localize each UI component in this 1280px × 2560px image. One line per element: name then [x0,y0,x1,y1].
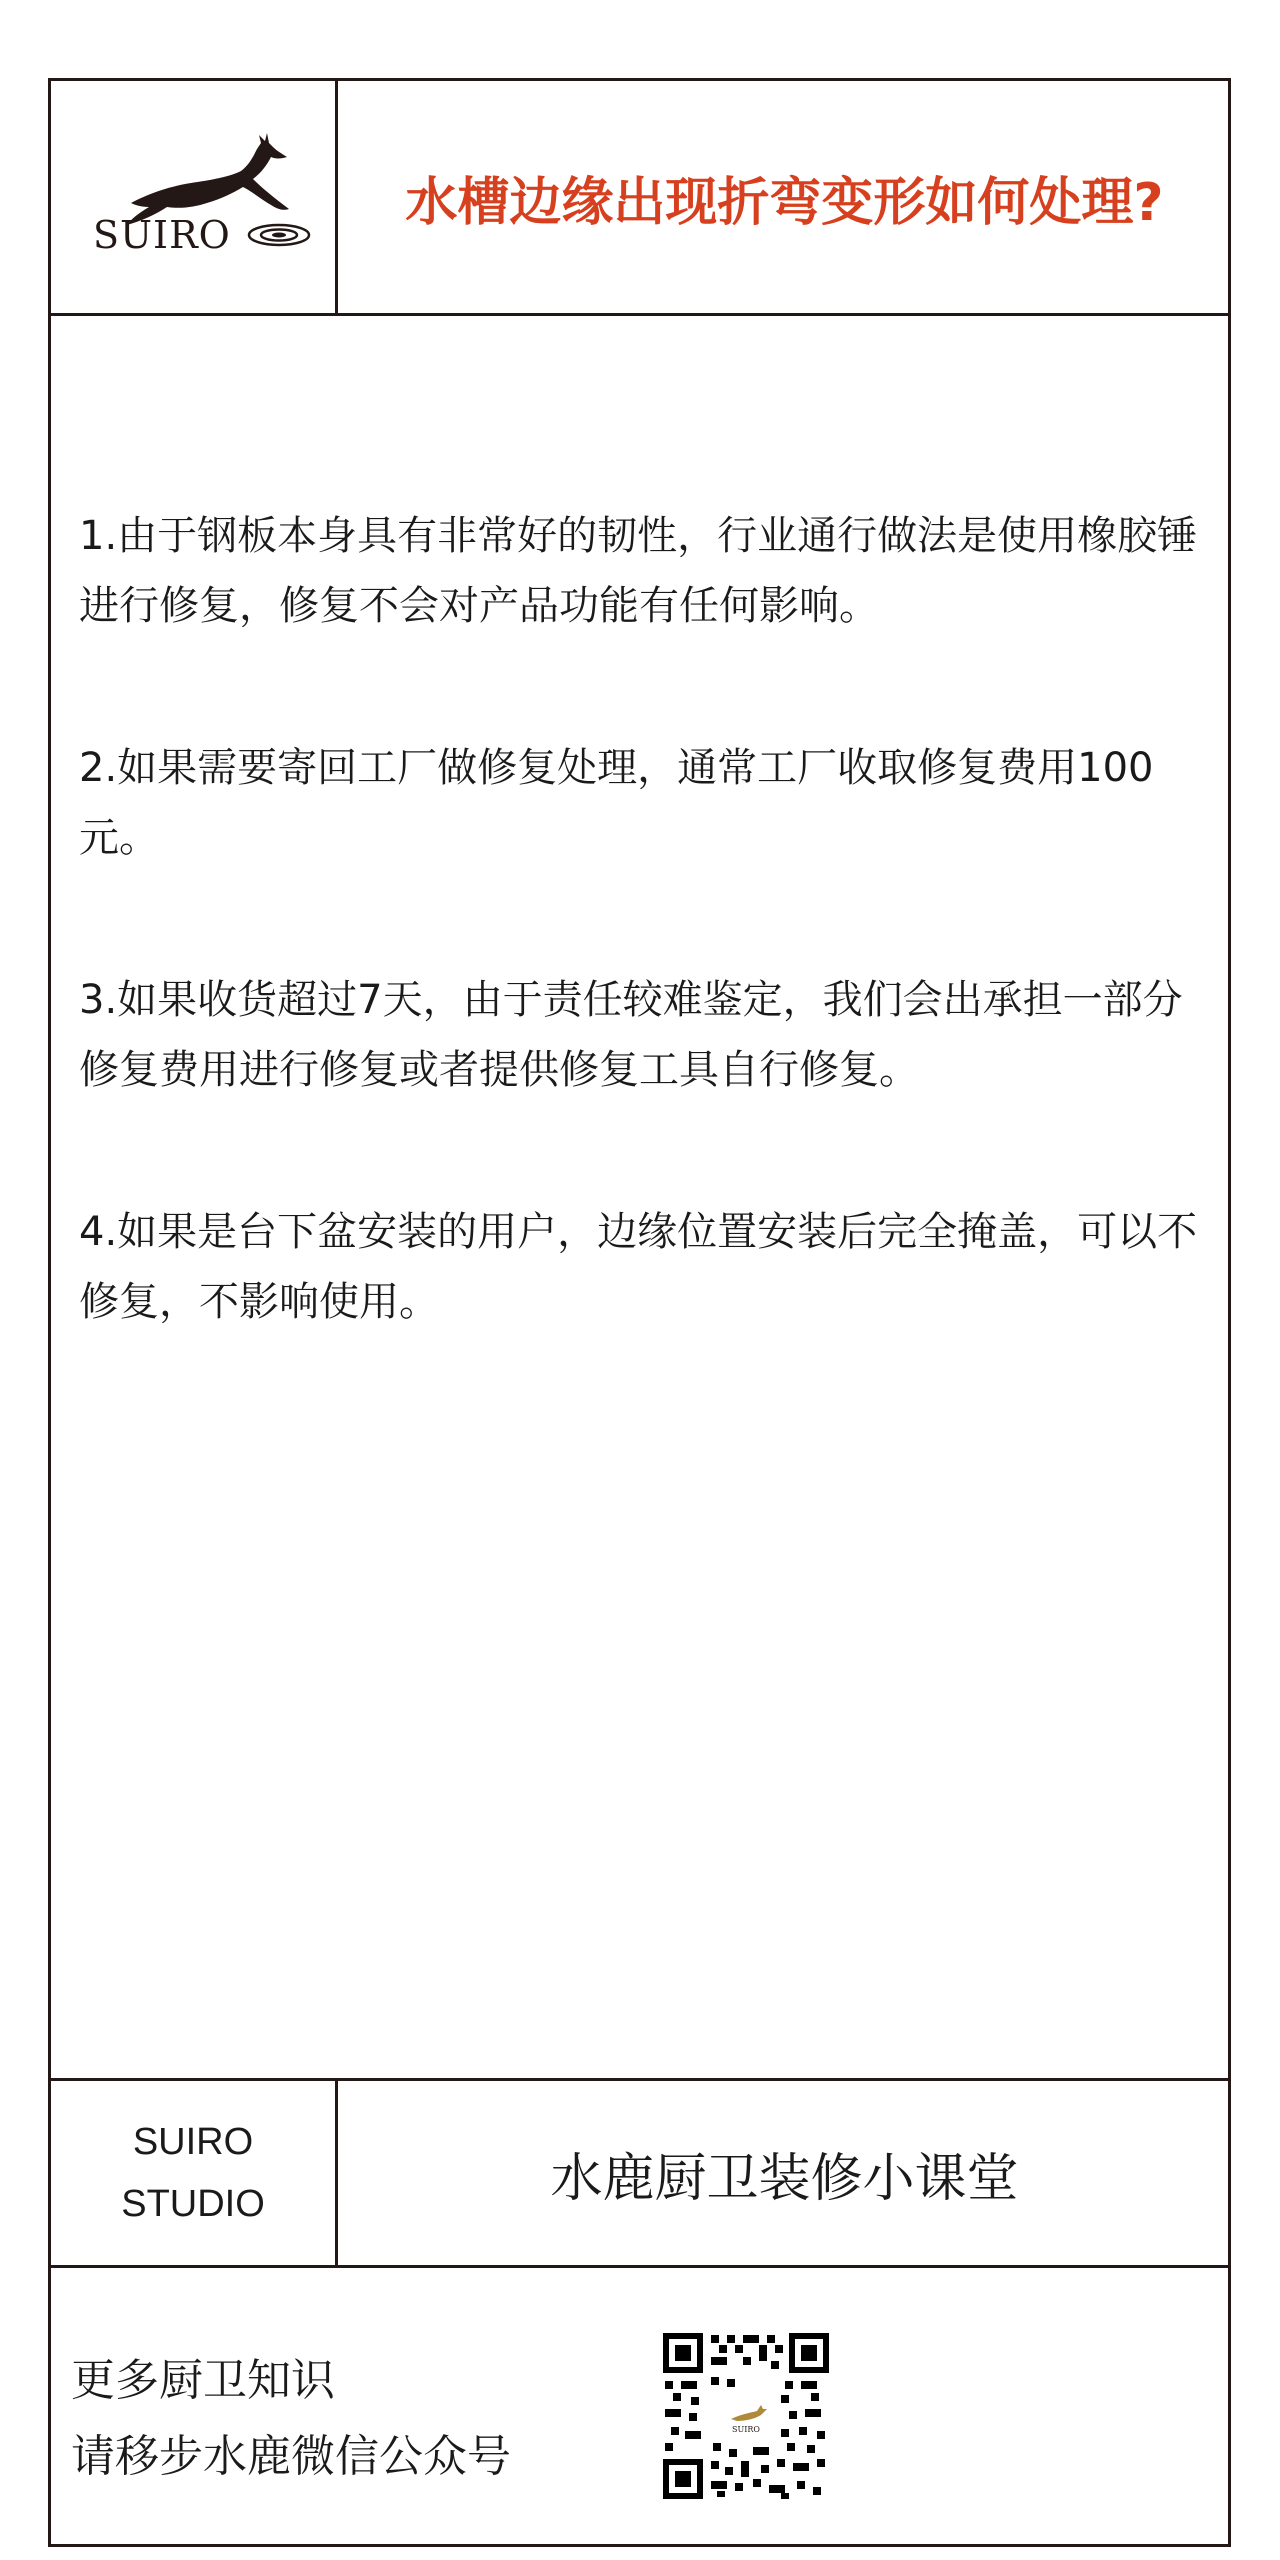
follow-prompt [71,2343,511,2495]
page-title: 水槽边缘出现折弯变形如何处理? [405,172,1164,233]
answer-item: 3.如果收货超过7天，由于责任较难鉴定，我们会出承担一部分修复费用进行修复或者提供修复工具自行修复。 [79,977,1183,1093]
studio-line-2: STUDIO [121,2183,265,2225]
studio-label [51,2081,338,2265]
follow-line-2: 请移步水鹿微信公众号 [71,2431,511,2482]
follow-line-1: 更多厨卫知识 [71,2355,335,2406]
answer-list [79,501,1219,1429]
logo-cell [51,81,338,313]
header [51,81,1228,316]
answer-item: 4.如果是台下盆安装的用户，边缘位置安装后完全掩盖，可以不修复，不影响使用。 [79,1209,1198,1325]
answer-item: 1.由于钢板本身具有非常好的韧性，行业通行做法是使用橡胶锤进行修复，修复不会对产品功能有任何影响。 [79,513,1198,629]
brand-logo-text: SUIRO [93,213,231,257]
studio-line-1: SUIRO [132,2121,254,2163]
answer-item: 2.如果需要寄回工厂做修复处理，通常工厂收取修复费用100元。 [79,745,1154,861]
footer-banner [51,2078,1228,2268]
qr-brand-text: SUIRO [732,2425,760,2434]
qr-code-icon[interactable] [661,2331,831,2501]
course-title: 水鹿厨卫装修小课堂 [550,2148,1019,2209]
page-frame [48,78,1231,2547]
